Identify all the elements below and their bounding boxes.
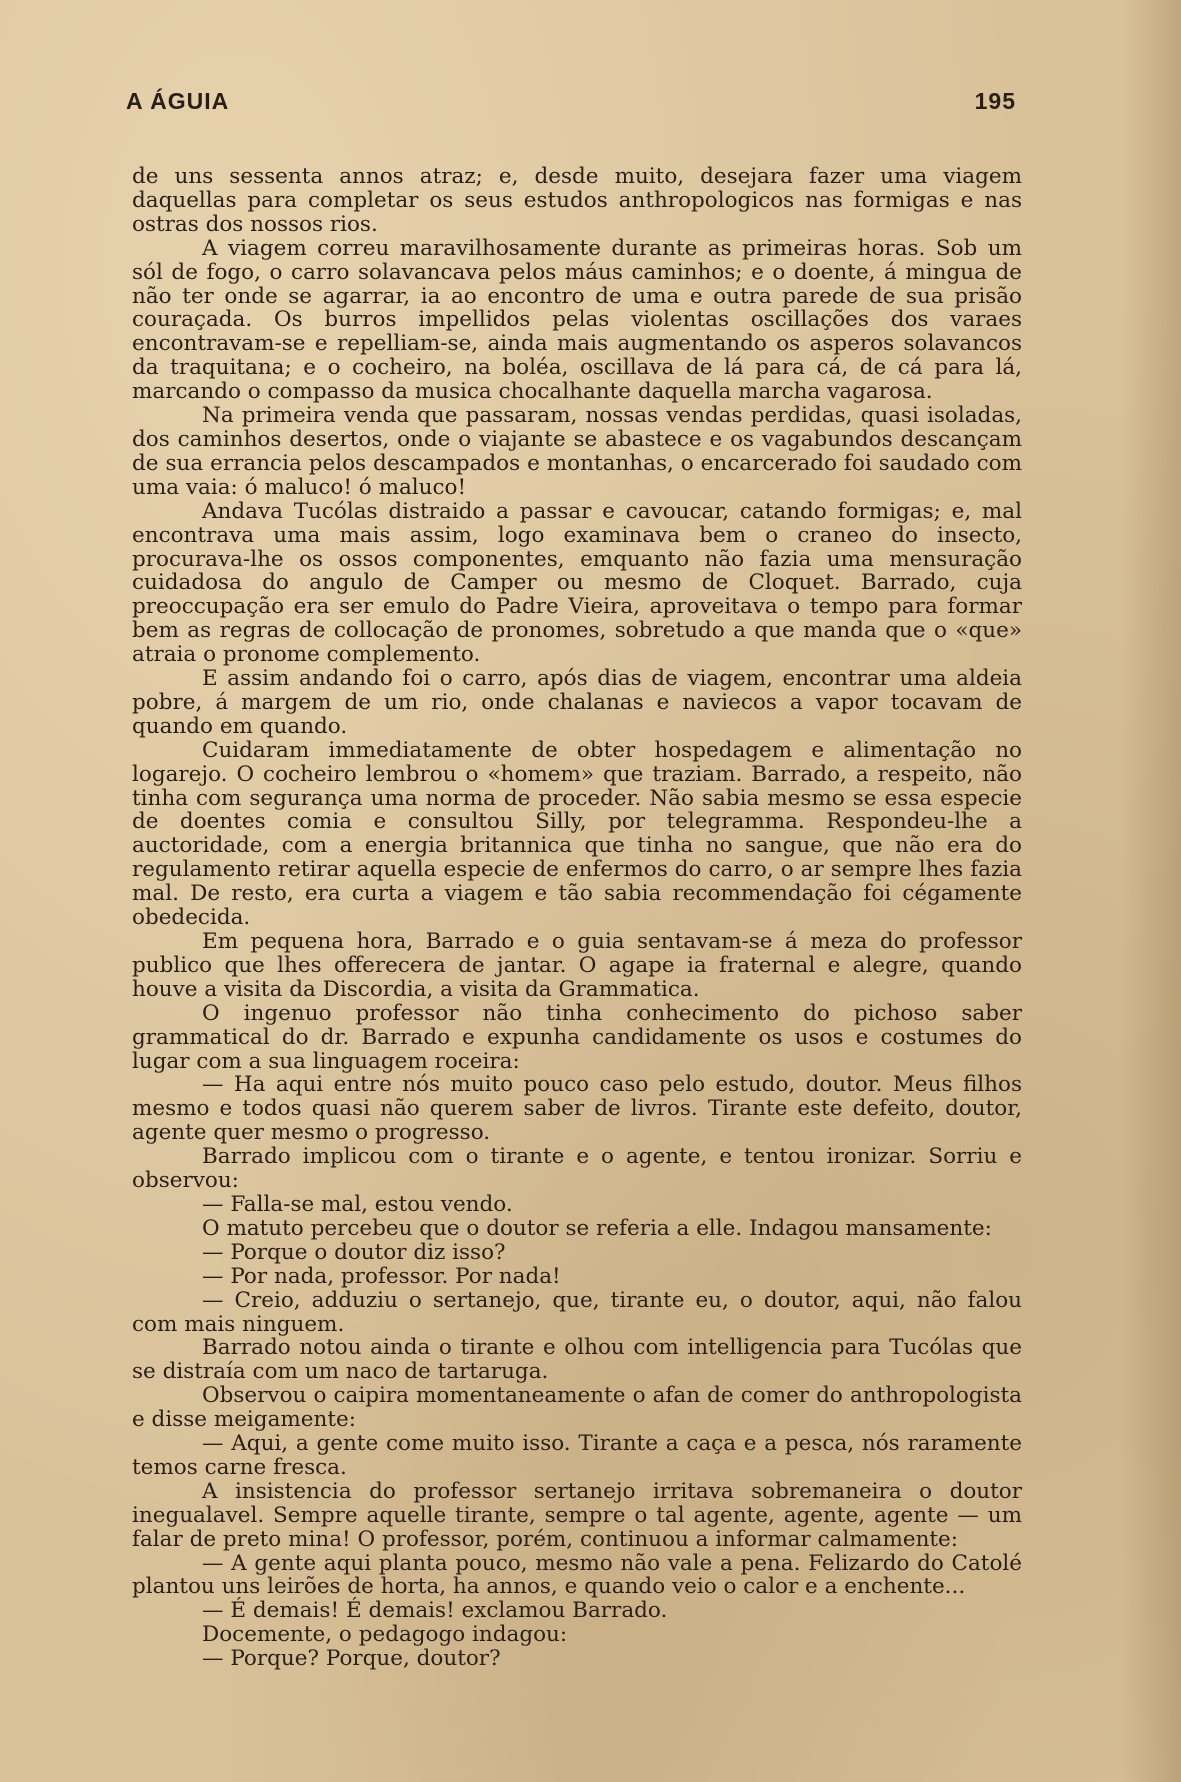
dialogue-line: — Creio, adduziu o sertanejo, que, tirante eu, o doutor, aqui, não falou com mais ninguem. — [132, 1287, 1022, 1337]
paragraph: A viagem correu maravilhosamente durante as primeiras horas. Sob um sól de fogo, o carro solavancava pelos máus caminhos; e o doente, á mingua de não ter onde se agarrar, ia ao encontro de uma e outra parede de sua prisão couraçada. Os burros impellidos pelas violentas oscillações dos varaes encontravam-se e repelliam-se, ainda mais augmentando os asperos solavancos da traquitana; e o cocheiro, na boléa, oscillava de lá para cá, de cá para lá, marcando o compasso da musica chocalhante daquella marcha vagarosa. — [132, 235, 1022, 405]
paragraph: Barrado implicou com o tirante e o agente, e tentou ironizar. Sorriu e observou: — [132, 1144, 1022, 1194]
paragraph: Cuidaram immediatamente de obter hospedagem e alimentação no logarejo. O cocheiro lembrou o «homem» que traziam. Barrado, a respeito, não tinha com segurança uma norma de proceder. Não sabia mesmo se essa especie de doentes comia e consultou Silly, por telegramma. Respondeu-lhe a auctoridade, com a energia britannica que tinha no sangue, que não era do regulamento retirar aquella especie de enfermos do carro, o ar sempre lhes fazia mal. De resto, era curta a viagem e tão sabia recommendação foi cégamente obedecida. — [132, 737, 1022, 931]
paragraph: E assim andando foi o carro, após dias de viagem, encontrar uma aldeia pobre, á margem de um rio, onde chalanas e naviecos a vapor tocavam de quando em quando. — [132, 666, 1022, 739]
paragraph: Na primeira venda que passaram, nossas vendas perdidas, quasi isoladas, dos caminhos desertos, onde o viajante se abastece e os vagabundos descançam de sua errancia pelos descampados e montanhas, o encarcerado foi saudado com uma vaia: ó maluco! ó maluco! — [132, 403, 1022, 500]
dialogue-line: — Porque? Porque, doutor? — [202, 1646, 501, 1672]
dialogue-line: — É demais! É demais! exclamou Barrado. — [202, 1598, 668, 1624]
page-body — [132, 165, 1022, 1671]
paragraph: Observou o caipira momentaneamente o afan de comer do anthropologista e disse meigamente: — [132, 1383, 1022, 1433]
paragraph: A insistencia do professor sertanejo irritava sobremaneira o doutor inegualavel. Sempre aquelle tirante, sempre o tal agente, agente, agente — um falar de preto mina! O professor, porém, continuou a informar calmamente: — [132, 1478, 1022, 1552]
paragraph: O ingenuo professor não tinha conhecimento do pichoso saber grammatical do dr. Barrado e expunha candidamente os usos e costumes do lugar com a sua linguagem roceira: — [132, 1000, 1022, 1074]
paragraph: Docemente, o pedagogo indagou: — [202, 1622, 568, 1648]
dialogue-line: — A gente aqui planta pouco, mesmo não vale a pena. Felizardo do Catolé plantou uns leirões de horta, ha annos, e quando veio o calor e a enchente... — [132, 1550, 1022, 1600]
dialogue-line: — Porque o doutor diz isso? — [202, 1239, 506, 1265]
dialogue-line: — Ha aqui entre nós muito pouco caso pelo estudo, doutor. Meus filhos mesmo e todos quasi não querem saber de livros. Tirante este defeito, doutor, agente quer mesmo o progresso. — [132, 1072, 1022, 1146]
paragraph: Andava Tucólas distraido a passar e cavoucar, catando formigas; e, mal encontrava uma mais assim, logo examinava bem o craneo do insecto, procurava-lhe os ossos componentes, emquanto não fazia uma mensuração cuidadosa do angulo de Camper ou mesmo de Cloquet. Barrado, cuja preoccupação era ser emulo do Padre Vieira, aproveitava o tempo para formar bem as regras de collocação de pronomes, sobretudo a que manda que o «que» atraia o pronome complemento. — [132, 498, 1022, 668]
paragraph: de uns sessenta annos atraz; e, desde muito, desejara fazer uma viagem daquellas para completar os seus estudos anthropologicos nas formigas e nas ostras dos nossos rios. — [132, 164, 1022, 237]
journal-title: A ÁGUIA — [126, 88, 230, 114]
dialogue-line: — Por nada, professor. Por nada! — [202, 1263, 561, 1289]
page-number: 195 — [974, 88, 1016, 114]
page-edge-shadow — [1121, 0, 1181, 1782]
dialogue-line: — Falla-se mal, estou vendo. — [202, 1191, 513, 1217]
dialogue-line: — Aqui, a gente come muito isso. Tirante a caça e a pesca, nós raramente temos carne fresca. — [132, 1431, 1022, 1480]
paragraph: Em pequena hora, Barrado e o guia sentavam-se á meza do professor publico que lhes offerecera de jantar. O agape ia fraternal e alegre, quando houve a visita da Discordia, a visita da Grammatica. — [132, 929, 1022, 1002]
paragraph: Barrado notou ainda o tirante e olhou com intelligencia para Tucólas que se distraía com um naco de tartaruga. — [132, 1335, 1022, 1385]
paragraph: O matuto percebeu que o doutor se referia a elle. Indagou mansamente: — [202, 1215, 992, 1241]
running-header — [126, 88, 1016, 120]
